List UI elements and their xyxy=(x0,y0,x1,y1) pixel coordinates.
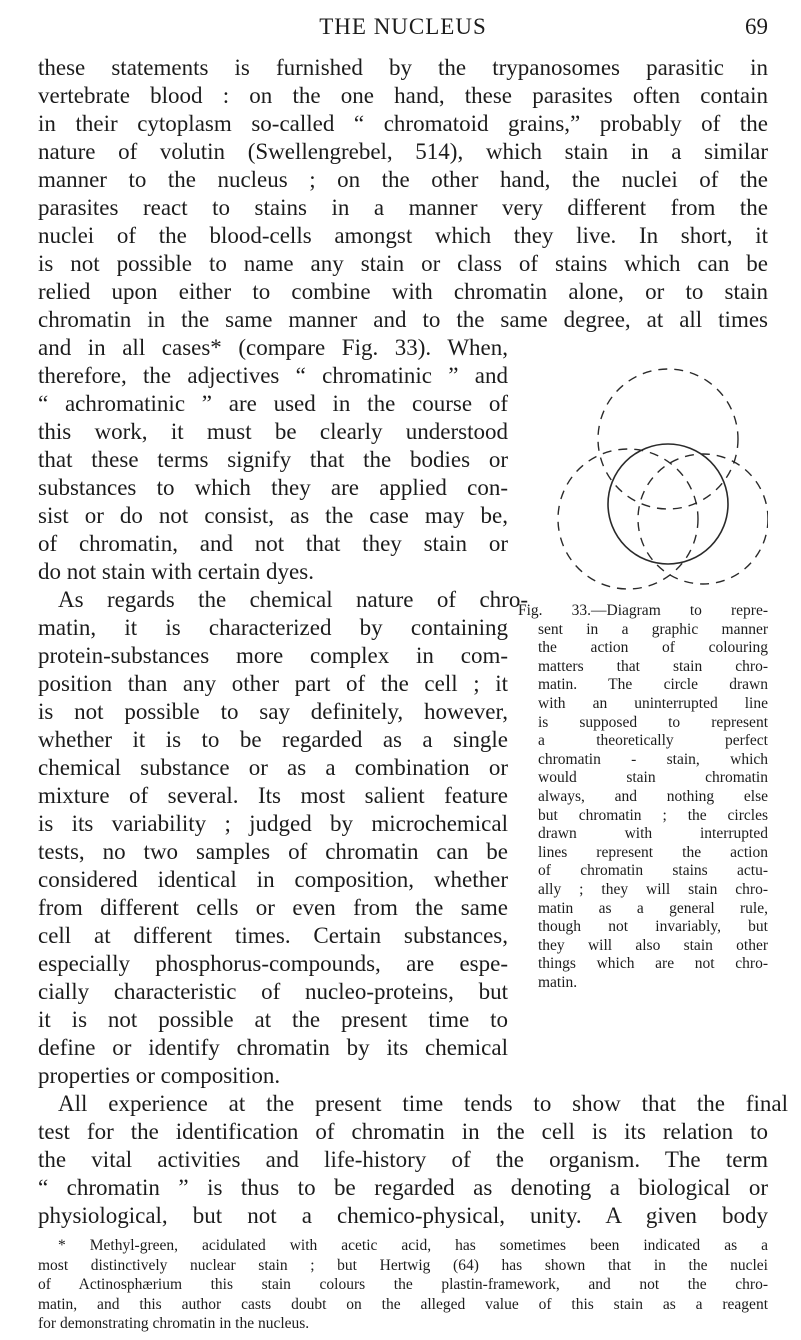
text-line: considered identical in composition, whether xyxy=(38,867,508,892)
caption-line: things which are not chro- xyxy=(538,955,768,973)
text-line: chromatin in the same manner and to the same degree, at all times xyxy=(38,307,768,332)
text-line: and in all cases* (compare Fig. 33). When, xyxy=(38,335,508,360)
caption-line: matters that stain chro- xyxy=(538,657,768,675)
caption-line: with an uninterrupted line xyxy=(538,694,768,712)
paragraph-bottom xyxy=(38,1090,788,1230)
caption-line: of chromatin stains actu- xyxy=(538,862,768,880)
text-line: vertebrate blood : on the one hand, these parasites often contain xyxy=(38,83,768,108)
caption-line: the action of colouring xyxy=(538,639,768,657)
text-line: that these terms signify that the bodies or xyxy=(38,447,508,472)
text-line: therefore, the adjectives “ chromatinic ” and xyxy=(38,363,508,388)
dashed-circle-top xyxy=(598,369,738,509)
footnote xyxy=(38,1236,768,1334)
caption-line: they will also stain other xyxy=(538,936,768,954)
text-line: substances to which they are applied con- xyxy=(38,475,508,500)
text-line: tests, no two samples of chromatin can be xyxy=(38,839,508,864)
text-line: of chromatin, and not that they stain or xyxy=(38,531,508,556)
text-line: these statements is furnished by the trypanosomes parasitic in xyxy=(38,55,768,80)
page-number: 69 xyxy=(745,14,768,39)
footnote-line: most distinctively nuclear stain ; but Hertwig (64) has shown that in the nuclei xyxy=(38,1256,768,1274)
caption-line: a theoretically perfect xyxy=(538,732,768,750)
text-line: cially characteristic of nucleo-proteins, but xyxy=(38,979,508,1004)
text-line: mixture of several. Its most salient feature xyxy=(38,783,508,808)
text-line: is its variability ; judged by microchemical xyxy=(38,811,508,836)
paragraph-narrow xyxy=(38,334,528,1090)
caption-line: drawn with interrupted xyxy=(538,825,768,843)
text-line: cell at different times. Certain substances, xyxy=(38,923,508,948)
text-line: whether it is to be regarded as a single xyxy=(38,727,508,752)
dashed-circle-left xyxy=(558,449,698,589)
caption-line: matin. xyxy=(538,973,578,991)
caption-line: always, and nothing else xyxy=(538,787,768,805)
text-line: do not stain with certain dyes. xyxy=(38,559,314,584)
running-title: THE NUCLEUS xyxy=(319,14,487,39)
text-line: is not possible to say definitely, however, xyxy=(38,699,508,724)
caption-line: Fig. 33.—Diagram to repre- xyxy=(518,602,768,619)
footnote-line: matin, and this author casts doubt on the alleged value of this stain as a reagent xyxy=(38,1295,768,1313)
page-header xyxy=(38,14,768,54)
text-line: the vital activities and life-history of the organism. The term xyxy=(38,1147,768,1172)
footnote-line: * Methyl-green, acidulated with acetic acid, has sometimes been indicated as a xyxy=(58,1237,768,1254)
footnote-line: of Actinosphærium this stain colours the plastin-framework, and not the chro- xyxy=(38,1276,768,1293)
text-line: protein-substances more complex in com- xyxy=(38,643,508,668)
text-line: matin, it is characterized by containing xyxy=(38,615,508,640)
dashed-circle-right xyxy=(638,454,768,584)
text-line: relied upon either to combine with chromatin alone, or to stain xyxy=(38,279,768,304)
figure-33-diagram xyxy=(518,344,768,594)
text-line: position than any other part of the cell ; it xyxy=(38,671,508,696)
text-line: chemical substance or as a combination or xyxy=(38,755,508,780)
text-line: manner to the nucleus ; on the other hand, the nuclei of the xyxy=(38,167,768,192)
caption-line: chromatin - stain, which xyxy=(538,750,768,768)
text-line: define or identify chromatin by its chemical xyxy=(38,1035,508,1060)
caption-line: though not invariably, but xyxy=(538,918,768,936)
caption-line: ally ; they will stain chro- xyxy=(538,880,768,898)
text-line: physiological, but not a chemico-physical, unity. A given body xyxy=(38,1203,768,1228)
caption-line: is supposed to represent xyxy=(538,713,768,731)
text-line: “ chromatin ” is thus to be regarded as denoting a biological or xyxy=(38,1175,768,1200)
text-line: from different cells or even from the same xyxy=(38,895,508,920)
text-line: nuclei of the blood-cells amongst which they live. In short, it xyxy=(38,223,768,248)
text-line: All experience at the present time tends to show that the final xyxy=(58,1091,788,1116)
caption-line: sent in a graphic manner xyxy=(538,620,768,638)
text-line: parasites react to stains in a manner very different from the xyxy=(38,195,768,220)
text-line: sist or do not consist, as the case may be, xyxy=(38,503,508,528)
text-line: is not possible to name any stain or class of stains which can be xyxy=(38,251,768,276)
text-line: properties or composition. xyxy=(38,1063,281,1088)
text-line: test for the identification of chromatin in the cell is its relation to xyxy=(38,1119,768,1144)
figure-caption xyxy=(518,602,768,992)
book-page xyxy=(38,14,788,1334)
text-line: in their cytoplasm so-called “ chromatoid grains,” probably of the xyxy=(38,111,768,136)
caption-line: matin as a general rule, xyxy=(538,899,768,917)
paragraph-top xyxy=(38,54,768,334)
caption-line: would stain chromatin xyxy=(538,769,768,787)
text-line: nature of volutin (Swellengrebel, 514), which stain in a similar xyxy=(38,139,768,164)
caption-line: lines represent the action xyxy=(538,843,768,861)
text-line: especially phosphorus-compounds, are espe- xyxy=(38,951,508,976)
text-line: “ achromatinic ” are used in the course of xyxy=(38,391,508,416)
text-line: it is not possible at the present time to xyxy=(38,1007,508,1032)
text-line: this work, it must be clearly understood xyxy=(38,419,508,444)
text-line: As regards the chemical nature of chro- xyxy=(58,587,528,612)
caption-line: matin. The circle drawn xyxy=(538,676,768,694)
footnote-line: for demonstrating chromatin in the nucleus. xyxy=(38,1315,310,1332)
caption-line: but chromatin ; the circles xyxy=(538,806,768,824)
figure-33 xyxy=(518,344,768,992)
